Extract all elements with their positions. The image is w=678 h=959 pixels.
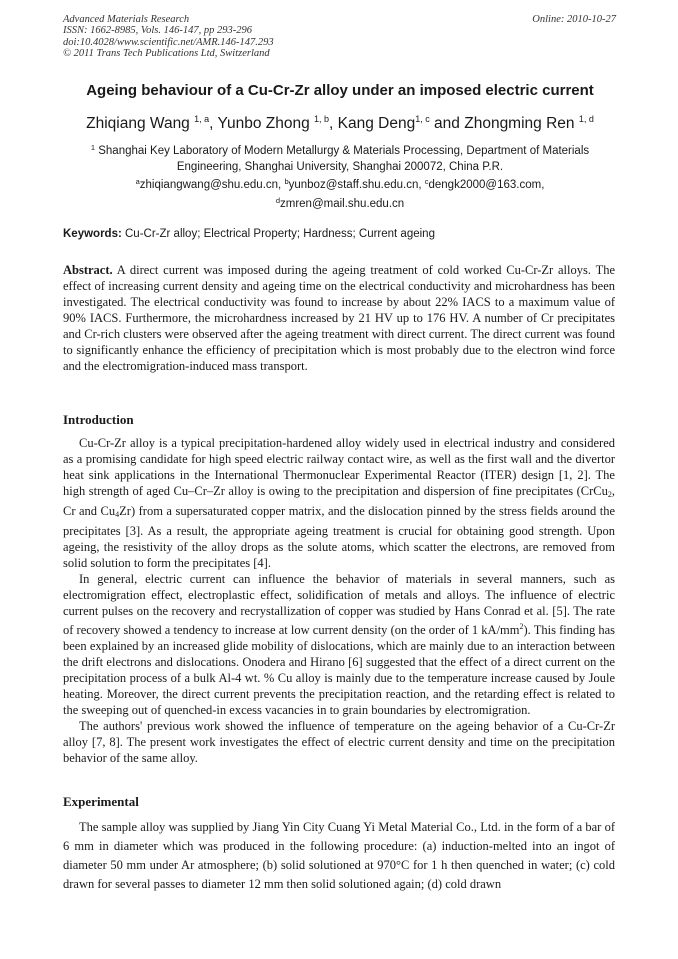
affil-line-2: Engineering, Shanghai University, Shanghai 200072, China P.R. bbox=[176, 161, 504, 173]
author-name: Kang Deng bbox=[337, 115, 416, 132]
keywords-text: Cu-Cr-Zr alloy; Electrical Property; Hardness; Current ageing bbox=[125, 228, 435, 240]
introduction-body bbox=[63, 435, 615, 766]
experimental-body bbox=[63, 818, 615, 894]
abstract-text: A direct current was imposed during the ageing treatment of cold worked Cu-Cr-Zr alloys. The effect of increasing current density and ageing time on the electrical conductivity and microhardness has been investigated. The electrical conductivity was found to increase by about 22% IACS to a maximum value of 90% IACS. Furthermore, the microhardness increased by 21 HV up to 176 HV. A number of Cr precipitates and Cr-rich clusters were observed after the ageing treatment with direct current. The direct current was found to significantly enhance the efficiency of precipitation which is most probably due to the electron wind force and the electromigration-induced mass transport. bbox=[63, 263, 616, 373]
online-date: Online: 2010-10-27 bbox=[532, 14, 616, 25]
experimental-paragraph-1: The sample alloy was supplied by Jiang Yin City Cuang Yi Metal Material Co., Ltd. in the form of a bar of 6 mm in diameter which was produced in the following procedure: (a) induction-melted into an ingot of diameter 50 mm under Ar atmosphere; (b) solid solutioned at 970°C for 1 h then quenched in water; (c) cold drawn for several passes to diameter 12 mm then solid solutioned again; (d) cold drawn bbox=[63, 820, 615, 891]
email-b[interactable]: yunboz@staff.shu.edu.cn, bbox=[288, 179, 422, 191]
author-affil-mark: 1, a bbox=[194, 114, 210, 124]
email-d[interactable]: zmren@mail.shu.edu.cn bbox=[280, 198, 405, 210]
intro-paragraph-1: Cu-Cr-Zr alloy is a typical precipitation-hardened alloy widely used in electrical industry and considered as a promising candidate for high speed electric railway contact wire, as well as the first wall and the divertor heat sink applications in the International Thermonuclear Experimental Reactor (ITER) design [1, 2]. The high strength of aged Cu–Cr–Zr alloy is owing to the precipitation and dispersion of fine precipitates (CrCu$_2$, Cr and $Cu_4Zr$) from a supersaturated copper matrix, and the dislocation pinned by the stress fields around the precipitates [3]. As a result, the appropriate ageing treatment is crucial for obtaining good strength. Upon ageing, the resistivity of the alloy drops as the solute atoms, which scatter the electrons, are removed from solid solution to form the precipitates [4]. bbox=[63, 436, 615, 570]
introduction-heading: Introduction bbox=[63, 412, 134, 427]
issn-line: ISSN: 1662-8985, Vols. 146-147, pp 293-296 bbox=[63, 25, 252, 37]
author-name: Zhongming Ren bbox=[464, 115, 575, 132]
doi-line: doi:10.4028/www.scientific.net/AMR.146-147.293 bbox=[63, 36, 274, 48]
affil-line-1: Shanghai Key Laboratory of Modern Metallurgy & Materials Processing, Department of Materials bbox=[98, 145, 590, 157]
author-affil-mark: 1, c bbox=[415, 114, 430, 124]
email-a[interactable]: zhiqiangwang@shu.edu.cn, bbox=[139, 179, 282, 191]
journal-name: Advanced Materials Research bbox=[63, 14, 190, 25]
journal-header bbox=[63, 14, 274, 59]
email-c[interactable]: dengk2000@163.com, bbox=[428, 179, 545, 191]
author-affil-mark: 1, d bbox=[578, 114, 594, 124]
author-list: Zhiqiang Wang $^{1, a}$, Yunbo Zhong $^{1, b}$, Kang Deng$^{1, c}$ and Zhongming Ren $^{1, d}$ bbox=[86, 114, 594, 132]
author-name: Yunbo Zhong bbox=[217, 115, 310, 132]
author-name: Zhiqiang Wang bbox=[86, 115, 190, 132]
paper-title: Ageing behaviour of a Cu-Cr-Zr alloy under an imposed electric current bbox=[86, 82, 594, 99]
copyright-line: © 2011 Trans Tech Publications Ltd, Switzerland bbox=[63, 47, 270, 59]
affil-mark: 1 bbox=[90, 143, 96, 152]
email-list: $^a$zhiqiangwang@shu.edu.cn, $^b$yunboz@staff.shu.edu.cn, $^c$dengk2000@163.com, $^d$zmren@mail.shu.edu.cn bbox=[135, 177, 545, 210]
author-affil-mark: 1, b bbox=[314, 114, 330, 124]
keywords bbox=[63, 228, 617, 240]
keywords-label: Keywords: bbox=[63, 228, 122, 240]
intro-paragraph-3: The authors' previous work showed the influence of temperature on the ageing behavior of a Cu-Cr-Zr alloy [7, 8]. The present work investigates the effect of electric current density and time on the precipitation behavior of the same alloy. bbox=[63, 719, 615, 765]
experimental-heading: Experimental bbox=[63, 794, 139, 809]
abstract bbox=[63, 262, 615, 374]
affiliation bbox=[63, 140, 617, 175]
abstract-label: Abstract. bbox=[63, 263, 113, 277]
intro-paragraph-2: In general, electric current can influence the behavior of materials in several manners, such as electromigration effect, electroplastic effect, solidification of metals and alloys. The influence of electric current pulses on the recovery and recrystallization of copper was studied by Hans Conrad et al. [5]. The rate of recovery showed a tendency to increase at low current density (on the order of 1 $kA/mm^2$). This finding has been explained by an increased glide mobility of dislocations, which are mainly due to an interaction between the drift electrons and dislocations. Onodera and Hirano [6] suggested that the effect of a direct current on the precipitation process of a bulk Al-4 wt. % Cu alloy is mainly due to the temperature increase caused by Joule heating. Moreover, the direct current prevents the precipitation reaction, and the retarding effect is related to the sweeping out of quenched-in excess vacancies in to grain boundaries by electromigration. bbox=[63, 572, 616, 717]
